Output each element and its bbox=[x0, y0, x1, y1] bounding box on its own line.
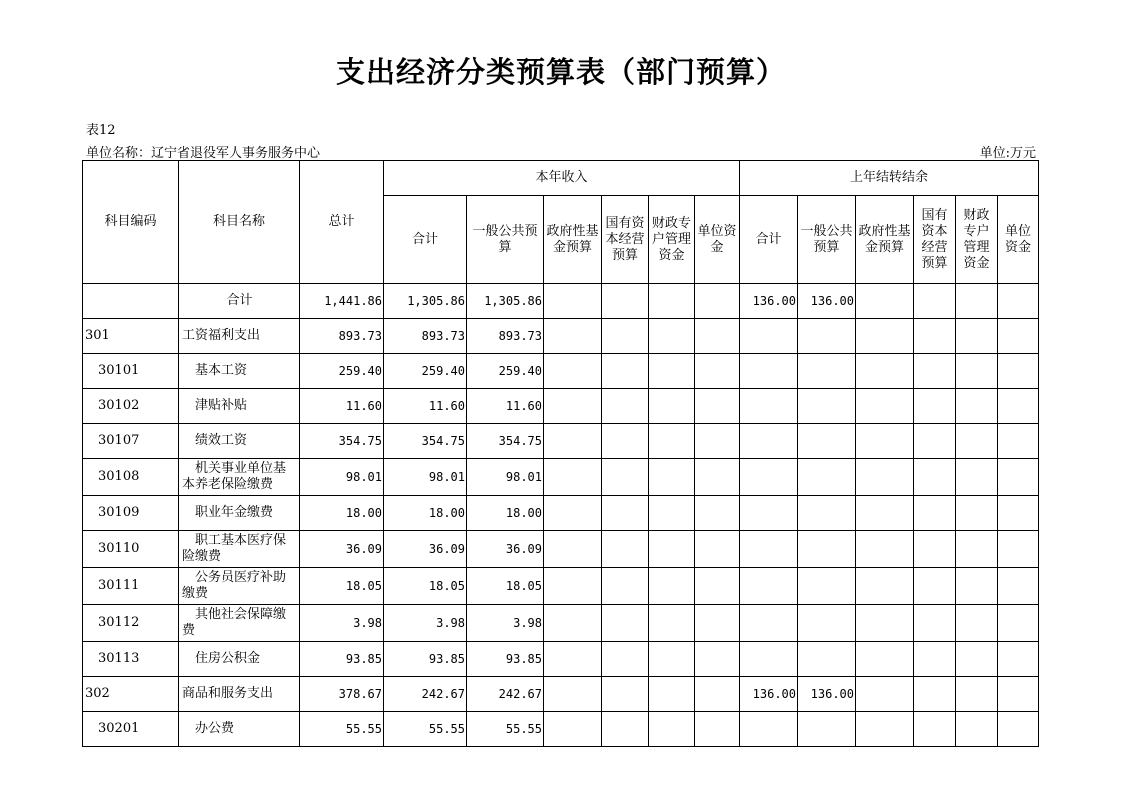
cell-prev-fiscal bbox=[956, 424, 998, 459]
cell-cur-gov-fund bbox=[544, 424, 602, 459]
cell-name: 其他社会保障缴费 bbox=[179, 605, 300, 642]
cell-cur-fiscal bbox=[649, 531, 695, 568]
cell-prev-gov-fund bbox=[856, 677, 914, 712]
cell-cur-fiscal bbox=[649, 642, 695, 677]
cell-code: 30111 bbox=[83, 568, 179, 605]
cell-prev-unit bbox=[998, 605, 1039, 642]
header-current-year: 本年收入 bbox=[384, 161, 740, 196]
cell-prev-unit bbox=[998, 424, 1039, 459]
cell-cur-gov-fund bbox=[544, 568, 602, 605]
cell-cur-general: 1,305.86 bbox=[467, 284, 544, 319]
currency-unit: 单位:万元 bbox=[979, 146, 1036, 161]
cell-cur-unit bbox=[695, 354, 740, 389]
cell-cur-fiscal bbox=[649, 605, 695, 642]
cell-prev-sum bbox=[740, 531, 798, 568]
cell-prev-gov-fund bbox=[856, 389, 914, 424]
cell-cur-gov-fund bbox=[544, 319, 602, 354]
cell-cur-sum: 36.09 bbox=[384, 531, 467, 568]
cell-prev-gov-fund bbox=[856, 424, 914, 459]
cell-name: 基本工资 bbox=[179, 354, 300, 389]
cell-total: 55.55 bbox=[300, 712, 384, 747]
header-prior-year: 上年结转结余 bbox=[740, 161, 1039, 196]
cell-prev-sum bbox=[740, 354, 798, 389]
cell-prev-unit bbox=[998, 354, 1039, 389]
cell-cur-unit bbox=[695, 642, 740, 677]
cell-prev-sum bbox=[740, 712, 798, 747]
cell-total: 93.85 bbox=[300, 642, 384, 677]
cell-name: 津贴补贴 bbox=[179, 389, 300, 424]
cell-cur-soe bbox=[602, 319, 649, 354]
cell-code: 30109 bbox=[83, 496, 179, 531]
cell-prev-sum: 136.00 bbox=[740, 677, 798, 712]
cell-prev-gov-fund bbox=[856, 496, 914, 531]
cell-cur-unit bbox=[695, 496, 740, 531]
cell-cur-gov-fund bbox=[544, 605, 602, 642]
cell-prev-soe bbox=[914, 568, 956, 605]
header-prev-soe: 国有资本经营预算 bbox=[914, 196, 956, 284]
cell-prev-unit bbox=[998, 496, 1039, 531]
cell-cur-general: 98.01 bbox=[467, 459, 544, 496]
cell-cur-soe bbox=[602, 496, 649, 531]
cell-cur-unit bbox=[695, 568, 740, 605]
cell-cur-soe bbox=[602, 284, 649, 319]
cell-cur-unit bbox=[695, 319, 740, 354]
header-name: 科目名称 bbox=[179, 161, 300, 284]
cell-cur-sum: 259.40 bbox=[384, 354, 467, 389]
cell-prev-fiscal bbox=[956, 496, 998, 531]
cell-cur-fiscal bbox=[649, 424, 695, 459]
cell-cur-general: 11.60 bbox=[467, 389, 544, 424]
cell-prev-gov-fund bbox=[856, 319, 914, 354]
cell-cur-gov-fund bbox=[544, 389, 602, 424]
cell-name: 办公费 bbox=[179, 712, 300, 747]
cell-name: 绩效工资 bbox=[179, 424, 300, 459]
cell-total: 36.09 bbox=[300, 531, 384, 568]
table-row bbox=[83, 677, 1039, 712]
cell-prev-gov-fund bbox=[856, 712, 914, 747]
cell-total: 11.60 bbox=[300, 389, 384, 424]
cell-cur-general: 3.98 bbox=[467, 605, 544, 642]
cell-code: 302 bbox=[83, 677, 179, 712]
cell-prev-unit bbox=[998, 459, 1039, 496]
table-row bbox=[83, 459, 1039, 496]
cell-prev-unit bbox=[998, 677, 1039, 712]
cell-prev-fiscal bbox=[956, 712, 998, 747]
cell-prev-fiscal bbox=[956, 568, 998, 605]
cell-prev-soe bbox=[914, 677, 956, 712]
cell-prev-sum bbox=[740, 568, 798, 605]
cell-cur-general: 18.05 bbox=[467, 568, 544, 605]
cell-cur-gov-fund bbox=[544, 642, 602, 677]
cell-prev-general bbox=[798, 496, 856, 531]
cell-cur-soe bbox=[602, 605, 649, 642]
header-cur-sum: 合计 bbox=[384, 196, 467, 284]
cell-prev-general bbox=[798, 319, 856, 354]
cell-total: 18.05 bbox=[300, 568, 384, 605]
cell-code: 30113 bbox=[83, 642, 179, 677]
cell-code: 30201 bbox=[83, 712, 179, 747]
cell-prev-soe bbox=[914, 531, 956, 568]
cell-cur-sum: 18.00 bbox=[384, 496, 467, 531]
cell-prev-soe bbox=[914, 712, 956, 747]
cell-cur-soe bbox=[602, 354, 649, 389]
cell-cur-gov-fund bbox=[544, 677, 602, 712]
table-row bbox=[83, 496, 1039, 531]
cell-cur-sum: 11.60 bbox=[384, 389, 467, 424]
cell-total: 98.01 bbox=[300, 459, 384, 496]
cell-cur-fiscal bbox=[649, 389, 695, 424]
table-number: 表12 bbox=[86, 123, 116, 138]
header-cur-fiscal: 财政专户管理资金 bbox=[649, 196, 695, 284]
cell-prev-general bbox=[798, 459, 856, 496]
cell-prev-unit bbox=[998, 389, 1039, 424]
cell-prev-general bbox=[798, 354, 856, 389]
header-cur-soe: 国有资本经营预算 bbox=[602, 196, 649, 284]
cell-prev-unit bbox=[998, 284, 1039, 319]
cell-cur-general: 893.73 bbox=[467, 319, 544, 354]
cell-total: 259.40 bbox=[300, 354, 384, 389]
cell-prev-general bbox=[798, 642, 856, 677]
cell-code: 30112 bbox=[83, 605, 179, 642]
header-prev-general: 一般公共预算 bbox=[798, 196, 856, 284]
cell-cur-unit bbox=[695, 605, 740, 642]
header-prev-sum: 合计 bbox=[740, 196, 798, 284]
cell-cur-fiscal bbox=[649, 712, 695, 747]
cell-prev-sum: 136.00 bbox=[740, 284, 798, 319]
table-row bbox=[83, 319, 1039, 354]
cell-prev-sum bbox=[740, 642, 798, 677]
cell-prev-soe bbox=[914, 605, 956, 642]
header-total: 总计 bbox=[300, 161, 384, 284]
cell-prev-gov-fund bbox=[856, 354, 914, 389]
cell-prev-general bbox=[798, 605, 856, 642]
header-cur-gov-fund: 政府性基金预算 bbox=[544, 196, 602, 284]
cell-code: 30110 bbox=[83, 531, 179, 568]
cell-cur-soe bbox=[602, 531, 649, 568]
cell-prev-general bbox=[798, 568, 856, 605]
cell-cur-general: 354.75 bbox=[467, 424, 544, 459]
cell-prev-sum bbox=[740, 605, 798, 642]
cell-prev-general bbox=[798, 424, 856, 459]
cell-prev-gov-fund bbox=[856, 642, 914, 677]
cell-prev-soe bbox=[914, 459, 956, 496]
cell-prev-unit bbox=[998, 531, 1039, 568]
cell-cur-fiscal bbox=[649, 677, 695, 712]
page-title: 支出经济分类预算表（部门预算） bbox=[335, 55, 786, 89]
cell-cur-unit bbox=[695, 424, 740, 459]
cell-code: 301 bbox=[83, 319, 179, 354]
cell-prev-unit bbox=[998, 642, 1039, 677]
cell-cur-sum: 18.05 bbox=[384, 568, 467, 605]
cell-prev-fiscal bbox=[956, 605, 998, 642]
cell-total: 3.98 bbox=[300, 605, 384, 642]
cell-cur-sum: 3.98 bbox=[384, 605, 467, 642]
cell-cur-gov-fund bbox=[544, 496, 602, 531]
cell-cur-soe bbox=[602, 459, 649, 496]
table-row bbox=[83, 642, 1039, 677]
header-prev-gov-fund: 政府性基金预算 bbox=[856, 196, 914, 284]
cell-prev-soe bbox=[914, 642, 956, 677]
cell-cur-sum: 242.67 bbox=[384, 677, 467, 712]
cell-code: 30102 bbox=[83, 389, 179, 424]
cell-prev-general: 136.00 bbox=[798, 284, 856, 319]
cell-cur-fiscal bbox=[649, 496, 695, 531]
cell-cur-sum: 1,305.86 bbox=[384, 284, 467, 319]
header-cur-unit: 单位资金 bbox=[695, 196, 740, 284]
cell-prev-unit bbox=[998, 319, 1039, 354]
cell-cur-soe bbox=[602, 712, 649, 747]
table-body bbox=[83, 284, 1039, 747]
cell-prev-fiscal bbox=[956, 459, 998, 496]
cell-cur-fiscal bbox=[649, 319, 695, 354]
cell-cur-general: 36.09 bbox=[467, 531, 544, 568]
cell-prev-fiscal bbox=[956, 677, 998, 712]
unit-name: 单位名称：辽宁省退役军人事务服务中心 bbox=[86, 146, 321, 161]
cell-cur-sum: 55.55 bbox=[384, 712, 467, 747]
cell-code: 30101 bbox=[83, 354, 179, 389]
cell-cur-soe bbox=[602, 389, 649, 424]
cell-code: 30108 bbox=[83, 459, 179, 496]
table-row bbox=[83, 354, 1039, 389]
cell-cur-gov-fund bbox=[544, 284, 602, 319]
budget-table bbox=[82, 160, 1039, 747]
cell-code: 30107 bbox=[83, 424, 179, 459]
table-row bbox=[83, 531, 1039, 568]
cell-cur-unit bbox=[695, 284, 740, 319]
cell-cur-gov-fund bbox=[544, 459, 602, 496]
cell-prev-sum bbox=[740, 496, 798, 531]
cell-prev-sum bbox=[740, 459, 798, 496]
cell-name: 公务员医疗补助缴费 bbox=[179, 568, 300, 605]
cell-total: 378.67 bbox=[300, 677, 384, 712]
cell-prev-fiscal bbox=[956, 284, 998, 319]
cell-cur-sum: 354.75 bbox=[384, 424, 467, 459]
cell-total: 354.75 bbox=[300, 424, 384, 459]
cell-name: 机关事业单位基本养老保险缴费 bbox=[179, 459, 300, 496]
cell-prev-sum bbox=[740, 319, 798, 354]
cell-cur-soe bbox=[602, 424, 649, 459]
cell-cur-unit bbox=[695, 712, 740, 747]
cell-name: 住房公积金 bbox=[179, 642, 300, 677]
cell-prev-general bbox=[798, 389, 856, 424]
cell-cur-general: 18.00 bbox=[467, 496, 544, 531]
cell-prev-unit bbox=[998, 568, 1039, 605]
cell-cur-unit bbox=[695, 459, 740, 496]
cell-prev-sum bbox=[740, 389, 798, 424]
cell-cur-gov-fund bbox=[544, 354, 602, 389]
cell-prev-soe bbox=[914, 496, 956, 531]
cell-prev-fiscal bbox=[956, 354, 998, 389]
cell-prev-gov-fund bbox=[856, 531, 914, 568]
cell-prev-soe bbox=[914, 284, 956, 319]
cell-prev-fiscal bbox=[956, 642, 998, 677]
cell-prev-fiscal bbox=[956, 319, 998, 354]
cell-prev-soe bbox=[914, 319, 956, 354]
cell-cur-sum: 98.01 bbox=[384, 459, 467, 496]
cell-total: 1,441.86 bbox=[300, 284, 384, 319]
cell-cur-unit bbox=[695, 677, 740, 712]
header-prev-unit: 单位资金 bbox=[998, 196, 1039, 284]
cell-name: 商品和服务支出 bbox=[179, 677, 300, 712]
cell-cur-unit bbox=[695, 531, 740, 568]
table-row bbox=[83, 389, 1039, 424]
cell-prev-fiscal bbox=[956, 531, 998, 568]
header-code: 科目编码 bbox=[83, 161, 179, 284]
table-row bbox=[83, 568, 1039, 605]
table-row bbox=[83, 712, 1039, 747]
cell-prev-gov-fund bbox=[856, 605, 914, 642]
cell-prev-soe bbox=[914, 354, 956, 389]
cell-prev-gov-fund bbox=[856, 284, 914, 319]
cell-prev-unit bbox=[998, 712, 1039, 747]
cell-prev-fiscal bbox=[956, 389, 998, 424]
cell-cur-soe bbox=[602, 568, 649, 605]
cell-cur-general: 93.85 bbox=[467, 642, 544, 677]
cell-prev-general bbox=[798, 712, 856, 747]
cell-cur-fiscal bbox=[649, 284, 695, 319]
table-row bbox=[83, 424, 1039, 459]
cell-name: 职业年金缴费 bbox=[179, 496, 300, 531]
cell-cur-sum: 893.73 bbox=[384, 319, 467, 354]
cell-prev-sum bbox=[740, 424, 798, 459]
cell-name: 职工基本医疗保险缴费 bbox=[179, 531, 300, 568]
header-cur-general: 一般公共预算 bbox=[467, 196, 544, 284]
cell-cur-gov-fund bbox=[544, 531, 602, 568]
cell-cur-gov-fund bbox=[544, 712, 602, 747]
header-prev-fiscal: 财政专户管理资金 bbox=[956, 196, 998, 284]
cell-prev-general: 136.00 bbox=[798, 677, 856, 712]
cell-prev-soe bbox=[914, 424, 956, 459]
cell-cur-unit bbox=[695, 389, 740, 424]
cell-name: 工资福利支出 bbox=[179, 319, 300, 354]
cell-cur-soe bbox=[602, 677, 649, 712]
cell-cur-fiscal bbox=[649, 354, 695, 389]
cell-prev-soe bbox=[914, 389, 956, 424]
cell-cur-general: 242.67 bbox=[467, 677, 544, 712]
cell-cur-soe bbox=[602, 642, 649, 677]
cell-prev-general bbox=[798, 531, 856, 568]
cell-prev-gov-fund bbox=[856, 568, 914, 605]
table-row bbox=[83, 284, 1039, 319]
cell-name: 合计 bbox=[179, 284, 300, 319]
cell-cur-fiscal bbox=[649, 568, 695, 605]
cell-cur-general: 55.55 bbox=[467, 712, 544, 747]
cell-prev-gov-fund bbox=[856, 459, 914, 496]
cell-code bbox=[83, 284, 179, 319]
cell-total: 893.73 bbox=[300, 319, 384, 354]
table-row bbox=[83, 605, 1039, 642]
cell-total: 18.00 bbox=[300, 496, 384, 531]
cell-cur-fiscal bbox=[649, 459, 695, 496]
cell-cur-sum: 93.85 bbox=[384, 642, 467, 677]
cell-cur-general: 259.40 bbox=[467, 354, 544, 389]
